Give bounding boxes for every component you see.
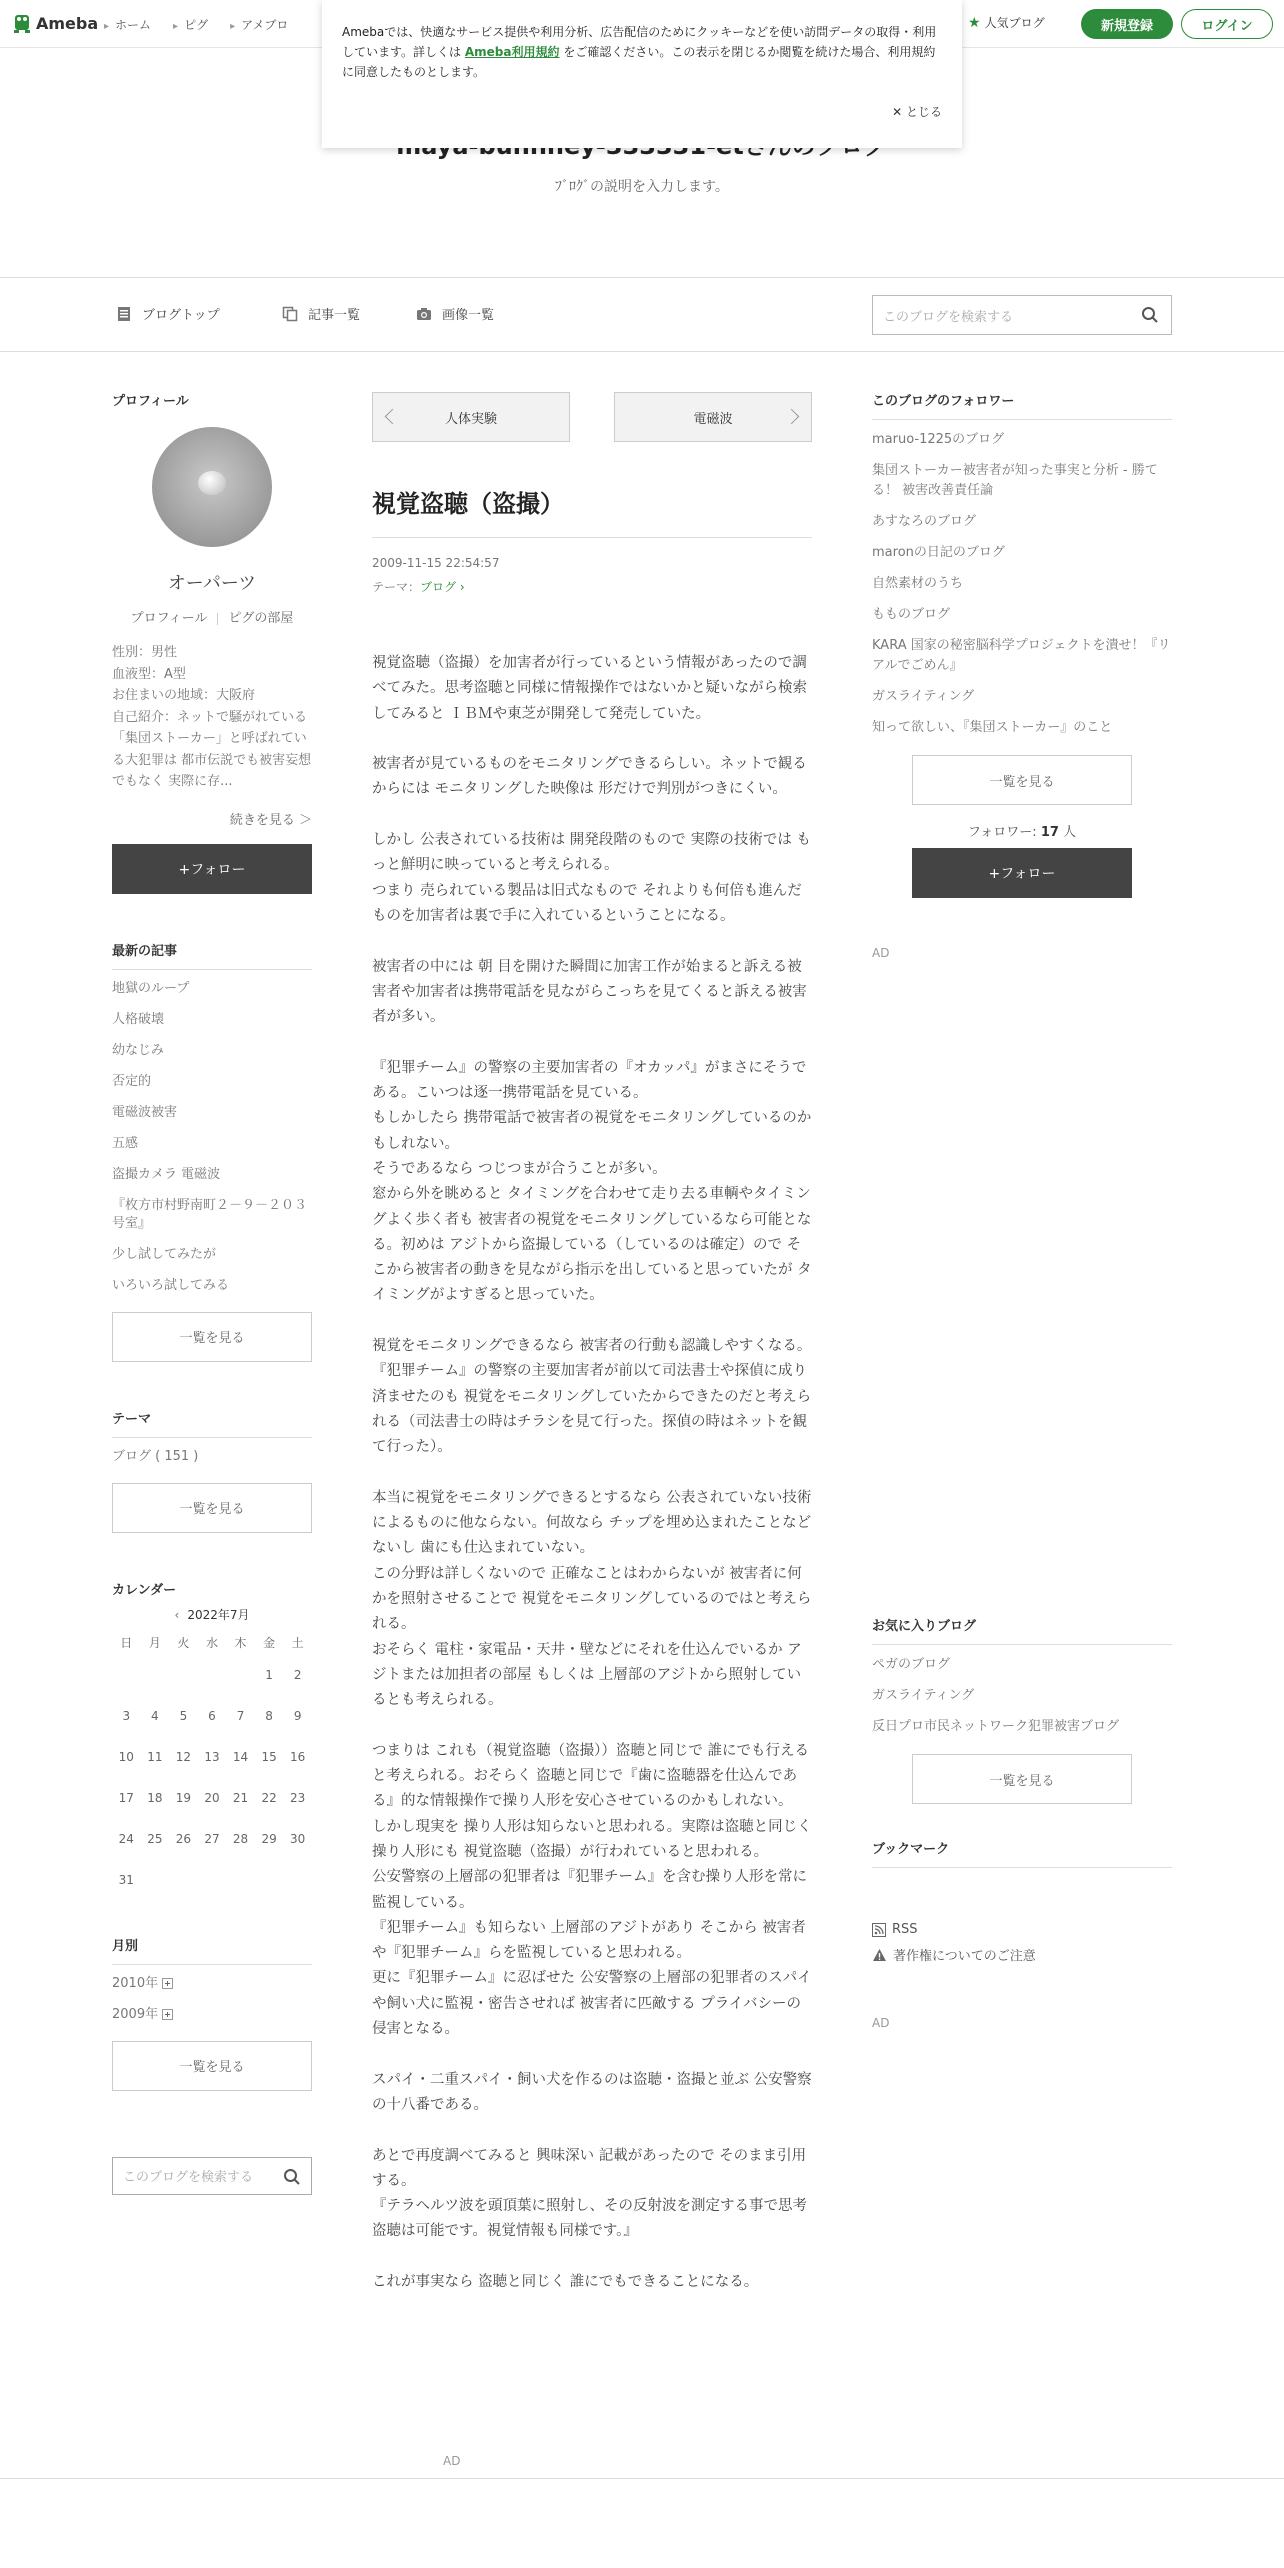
paragraph-line: 被害者の中には 朝 目を開けた瞬間に加害工作が始まると訴える被害者や加害者は携帯電話を見ながらこっちを見てくると訴える被害者が多い。 bbox=[372, 958, 807, 1026]
paragraph-line: 『犯罪チーム』の警察の主要加害者の『オカッパ』がまさにそうである。こいつは逐一携帯電話を見ている。 bbox=[372, 1059, 807, 1102]
terms-link[interactable]: Ameba利用規約 bbox=[464, 45, 560, 59]
ameba-logo[interactable] bbox=[12, 12, 98, 34]
nav-image-list-label: 画像一覧 bbox=[442, 308, 495, 323]
recent-entry[interactable]: 地獄のループ bbox=[112, 980, 190, 996]
followers-list bbox=[872, 424, 1172, 743]
calendar-day bbox=[226, 1655, 255, 1696]
calendar-dow: 日 bbox=[120, 1636, 133, 1650]
calendar-day bbox=[226, 1860, 255, 1901]
calendar-dow: 金 bbox=[263, 1636, 276, 1650]
calendar-day bbox=[198, 1860, 227, 1901]
calendar-week bbox=[112, 1860, 312, 1901]
calendar-dow: 水 bbox=[205, 1636, 218, 1650]
nav-home[interactable]: ▸ ホーム bbox=[104, 16, 151, 33]
article-paragraph bbox=[372, 2068, 812, 2119]
archive-item[interactable] bbox=[112, 1969, 312, 2000]
paragraph-line: あとで再度調べてみると 興味深い 記載があったので そのまま引用する。 bbox=[372, 2147, 807, 2189]
paragraph-line: スパイ・二重スパイ・飼い犬を作るのは盗聴・盗撮と並ぶ 公安警察の十八番である。 bbox=[372, 2071, 812, 2113]
paragraph-line: 更に『犯罪チーム』に忍ばせた 公安警察の上層部の犯罪者のスパイや飼い犬に監視・密告させれば 被害者に匹敵する プライバシーの侵害となる。 bbox=[372, 1970, 812, 2038]
calendar-day[interactable]: 23 bbox=[290, 1791, 306, 1805]
theme-list bbox=[112, 1442, 312, 1473]
calendar-day[interactable]: 10 bbox=[118, 1750, 134, 1764]
avatar[interactable] bbox=[152, 427, 272, 547]
theme-more-button[interactable]: 一覧を見る bbox=[112, 1483, 312, 1533]
recent-entry[interactable]: 五感 bbox=[112, 1135, 139, 1151]
followers-more-button[interactable]: 一覧を見る bbox=[912, 755, 1132, 805]
follower-count bbox=[872, 821, 1172, 840]
divider bbox=[217, 613, 218, 625]
profile-blood-type: 血液型：A型 bbox=[112, 666, 186, 682]
calendar-day bbox=[255, 1860, 284, 1901]
nav-entry-list[interactable] bbox=[282, 304, 360, 323]
theme-heading: テーマ bbox=[112, 1408, 312, 1438]
paragraph-line: 視覚をモニタリングできるなら 被害者の行動も認識しやすくなる。 bbox=[372, 1338, 812, 1355]
entry-pager bbox=[372, 392, 812, 442]
profile-intro: 自己紹介：ネットで騒がれている「集団ストーカー」と呼ばれている大犯罪は 都市伝説でも被害妄想でもなく 実際に存... bbox=[112, 709, 312, 789]
calendar-dow: 土 bbox=[291, 1636, 304, 1650]
article-paragraph bbox=[372, 1486, 812, 1714]
prev-entry-button[interactable]: 人体実験 bbox=[372, 392, 570, 442]
global-nav bbox=[104, 16, 288, 33]
recent-entry[interactable]: 電磁波被害 bbox=[112, 1104, 178, 1120]
paragraph-line: つまり 売られている製品は旧式なもので それよりも何倍も進んだものを加害者は裏で手に入れているということになる。 bbox=[372, 882, 802, 924]
recent-entry[interactable]: 幼なじみ bbox=[112, 1042, 165, 1058]
search-icon[interactable] bbox=[283, 2168, 301, 2186]
paragraph-line: これが事実なら 盗聴と同じく 誰にでもできることになる。 bbox=[372, 2274, 759, 2290]
calendar-dow: 木 bbox=[234, 1636, 247, 1650]
calendar-day bbox=[141, 1860, 170, 1901]
recent-entry[interactable]: 少し試してみたが bbox=[112, 1246, 217, 1262]
theme-label: テーマ： bbox=[372, 580, 421, 594]
article-paragraph bbox=[372, 1056, 812, 1309]
close-icon: ✕ bbox=[892, 105, 903, 119]
profile-link[interactable]: プロフィール bbox=[130, 611, 208, 626]
archive-more-button[interactable]: 一覧を見る bbox=[112, 2041, 312, 2091]
signup-button[interactable]: 新規登録 bbox=[1081, 9, 1173, 39]
favorite-blog[interactable]: 反日プロ市民ネットワーク犯罪被害ブログ bbox=[872, 1719, 1120, 1734]
calendar-day[interactable]: 28 bbox=[232, 1832, 249, 1846]
paragraph-line: もしかしたら 携帯電話で被害者の視覚をモニタリングしているのかもしれない。 bbox=[372, 1110, 812, 1152]
left-sidebar bbox=[112, 390, 312, 2195]
follower-blog[interactable]: あすなろのブログ bbox=[872, 514, 977, 529]
favorites-heading: お気に入りブログ bbox=[872, 1615, 1172, 1645]
paragraph-line: 視覚盗聴（盗撮）を加害者が行っているという情報があったので調べてみた。思考盗聴と同様に情報操作ではないかと疑いながら検索してみると ＩＢＭや東芝が開発して発売していた。 bbox=[372, 655, 807, 722]
ad-label: AD bbox=[872, 946, 890, 960]
article-paragraph bbox=[372, 2144, 812, 2245]
calendar-day[interactable]: 21 bbox=[232, 1791, 249, 1805]
follower-count-value: 17 bbox=[1040, 825, 1059, 840]
nav-entry-list-label: 記事一覧 bbox=[308, 308, 361, 323]
right-sidebar bbox=[872, 390, 1172, 2030]
login-button[interactable]: ログイン bbox=[1181, 9, 1273, 39]
profile-more-link[interactable]: 続きを見る ＞ bbox=[229, 812, 312, 828]
cookie-close-label: とじる bbox=[905, 105, 942, 119]
theme-link[interactable]: ブログ bbox=[420, 580, 457, 594]
calendar-month bbox=[112, 1606, 312, 1623]
recent-entries-list bbox=[112, 974, 312, 1302]
recent-entry[interactable]: 盗撮カメラ 電磁波 bbox=[112, 1166, 221, 1182]
calendar-day[interactable]: 17 bbox=[118, 1791, 134, 1805]
recent-entry[interactable]: 人格破壊 bbox=[112, 1011, 165, 1027]
sidebar-search-placeholder: このブログを検索する bbox=[123, 2170, 254, 2185]
archive-list bbox=[112, 1969, 312, 2031]
calendar-day[interactable]: 12 bbox=[175, 1750, 192, 1764]
follow-button[interactable]: +フォロー bbox=[112, 844, 312, 894]
profile-heading: プロフィール bbox=[112, 394, 189, 409]
calendar-month-label: 2022年7月 bbox=[187, 1607, 250, 1622]
article-theme bbox=[372, 578, 812, 595]
calendar-day[interactable]: 5 bbox=[179, 1709, 188, 1723]
footer-divider bbox=[0, 2478, 1284, 2479]
recent-more-button[interactable]: 一覧を見る bbox=[112, 1312, 312, 1362]
calendar-heading: カレンダー bbox=[112, 1582, 177, 1598]
calendar-day[interactable]: 14 bbox=[232, 1750, 249, 1764]
calendar-day[interactable]: 20 bbox=[204, 1791, 220, 1805]
camera-icon bbox=[416, 306, 432, 322]
archive-year: 2010年 bbox=[112, 1975, 159, 1991]
follow-button[interactable]: +フォロー bbox=[912, 848, 1132, 898]
warning-icon bbox=[872, 1948, 887, 1962]
search-icon[interactable] bbox=[1141, 306, 1159, 324]
calendar-day bbox=[198, 1655, 227, 1696]
calendar-day bbox=[141, 1655, 170, 1696]
profile-info bbox=[112, 642, 312, 793]
paragraph-line: つまりは これも（視覚盗聴（盗撮））盗聴と同じで 誰にでも行えると考えられる。おそらく 盗聴と同じで『歯に盗聴器を仕込んである』的な情報操作で操り人形を安心させているのかもしれない。 bbox=[372, 1742, 809, 1810]
profile-location: お住まいの地域：大阪府 bbox=[112, 688, 256, 703]
bookmark-heading: ブックマーク bbox=[872, 1838, 1172, 1868]
expand-icon[interactable] bbox=[162, 1978, 173, 1989]
calendar-day[interactable]: 9 bbox=[293, 1709, 302, 1723]
article-paragraph bbox=[372, 2270, 812, 2295]
calendar-table bbox=[112, 1631, 312, 1901]
paragraph-line: 『テラヘルツ波を頭頂葉に照射し、その反射波を測定する事で思考盗聴は可能です。視覚情報も同様です。』 bbox=[372, 2198, 807, 2240]
calendar-week bbox=[112, 1778, 312, 1819]
follower-blog[interactable]: もものブログ bbox=[872, 607, 951, 622]
calendar-dow: 月 bbox=[148, 1636, 161, 1650]
calendar-day[interactable]: 30 bbox=[290, 1832, 306, 1846]
chevron-left-icon[interactable]: ‹ bbox=[174, 1607, 180, 1622]
paragraph-line: 公安警察の上層部の犯罪者は『犯罪チーム』を含む操り人形を常に監視している。 bbox=[372, 1869, 807, 1911]
article-paragraph bbox=[372, 1739, 812, 2043]
calendar-day[interactable]: 7 bbox=[236, 1709, 245, 1723]
article-paragraph bbox=[372, 828, 812, 929]
nav-ameblo[interactable]: ▸ アメブロ bbox=[230, 16, 288, 33]
favorite-blog[interactable]: ペガのブログ bbox=[872, 1657, 951, 1672]
recent-entry[interactable]: いろいろ試してみる bbox=[112, 1277, 230, 1293]
cookie-close-button[interactable] bbox=[892, 102, 942, 122]
article-date: 2009-11-15 22:54:57 bbox=[372, 556, 500, 570]
followers-heading: このブログのフォロワー bbox=[872, 390, 1172, 420]
calendar-day[interactable]: 2 bbox=[293, 1668, 302, 1682]
paragraph-line: おそらく 電柱・家電品・天井・壁などにそれを仕込んでいるか アジトまたは加担者の部屋 もしくは 上層部のアジトから照射しているとも考えられる。 bbox=[372, 1641, 802, 1709]
paragraph-line: 窓から外を眺めると タイミングを合わせて走り去る車輌やタイミングよく歩く者も 被害者の視覚をモニタリングしているなら可能となる。初めは アジトから盗撮している（しているのは確定）ので そこから被害者の動きを見ながら指示を出していると思っていたが タイミングがよすぎると思っていた。 bbox=[372, 1186, 812, 1304]
calendar-day[interactable]: 22 bbox=[261, 1791, 277, 1805]
copy-icon bbox=[282, 306, 298, 322]
blog-search-placeholder: このブログを検索する bbox=[883, 309, 1014, 325]
paragraph-line: しかし 公表されている技術は 開発段階のもので 実際の技術では もっと鮮明に映っていると考えられる。 bbox=[372, 832, 811, 874]
rss-icon bbox=[872, 1923, 886, 1937]
follower-blog[interactable]: KARA 国家の秘密脳科学プロジェクトを潰せ！『リアルでごめん』 bbox=[872, 638, 1171, 673]
calendar-day[interactable]: 19 bbox=[175, 1791, 192, 1805]
calendar-week bbox=[112, 1819, 312, 1860]
cookie-text-pre: Amebaでは、快適なサービス提供や利用分析、広告配信のためにクッキーなどを使い訪問データの取得・利用しています。詳しくは bbox=[342, 25, 937, 59]
pigg-room-link[interactable]: ピグの部屋 bbox=[228, 611, 294, 626]
calendar-week bbox=[112, 1655, 312, 1696]
nav-blog-top[interactable] bbox=[116, 304, 220, 323]
archive-year: 2009年 bbox=[112, 2006, 159, 2022]
recent-entry[interactable]: 否定的 bbox=[112, 1073, 152, 1089]
calendar-day bbox=[169, 1655, 198, 1696]
blog-nav bbox=[0, 278, 1284, 352]
copyright-notice-link[interactable] bbox=[872, 1945, 1172, 1964]
favorite-blog[interactable]: ガスライティング bbox=[872, 1688, 975, 1703]
expand-icon[interactable] bbox=[162, 2009, 173, 2020]
archive-heading: 月別 bbox=[112, 1935, 312, 1965]
calendar-day[interactable]: 31 bbox=[118, 1873, 134, 1887]
nav-pigg[interactable]: ▸ ピグ bbox=[173, 16, 208, 33]
article-body bbox=[372, 651, 812, 2295]
follower-blog[interactable]: ガスライティング bbox=[872, 689, 975, 704]
paragraph-line: そうであるなら つじつまが合うことが多い。 bbox=[372, 1160, 667, 1177]
popular-blog-label: 人気ブログ bbox=[984, 16, 1045, 30]
calendar-day[interactable]: 18 bbox=[147, 1791, 163, 1805]
nav-image-list[interactable] bbox=[416, 304, 494, 323]
favorites-list bbox=[872, 1649, 1172, 1742]
calendar-day[interactable]: 15 bbox=[261, 1750, 277, 1764]
rss-label: RSS bbox=[892, 1922, 918, 1937]
ad-label: AD bbox=[443, 2454, 461, 2468]
paragraph-line: この分野は詳しくないので 正確なことはわからないが 被害者に何かを照射させることで 視覚をモニタリングしているのではと考えられる。 bbox=[372, 1565, 812, 1633]
profile-name[interactable]: オーパーツ bbox=[167, 573, 257, 594]
paragraph-line: 被害者が見ているものをモニタリングできるらしい。ネットで観るからには モニタリングした映像は 形だけで判別がつきにくい。 bbox=[372, 756, 807, 798]
calendar-day bbox=[112, 1655, 141, 1696]
archive-item[interactable] bbox=[112, 2000, 312, 2031]
rss-link[interactable] bbox=[872, 1922, 1172, 1937]
calendar-day[interactable]: 27 bbox=[204, 1832, 220, 1846]
cookie-text-post: をご確認ください。この表示を閉じるか閲覧を続けた場合、利用規約に同意したものとします。 bbox=[342, 45, 936, 79]
calendar-day[interactable]: 16 bbox=[290, 1750, 306, 1764]
calendar-day[interactable]: 8 bbox=[265, 1709, 273, 1723]
blog-search-input[interactable] bbox=[872, 295, 1172, 335]
recent-entry[interactable]: 『枚方市村野南町２－９－２０３号室』 bbox=[112, 1197, 308, 1231]
profile-links bbox=[112, 607, 312, 626]
profile-gender: 性別：男性 bbox=[112, 645, 178, 660]
paragraph-line: しかし現実を 操り人形は知らないと思われる。実際は盗聴と同じく 操り人形にも 視覚盗聴（盗撮）が行われていると思われる。 bbox=[372, 1818, 812, 1860]
document-icon bbox=[116, 306, 132, 322]
logo-text: Ameba bbox=[36, 13, 99, 33]
calendar-day bbox=[283, 1860, 312, 1901]
article-paragraph bbox=[372, 955, 812, 1031]
follower-blog[interactable]: maronの日記のブログ bbox=[872, 545, 1005, 560]
calendar-week bbox=[112, 1696, 312, 1737]
ad-label: AD bbox=[872, 2016, 890, 2030]
article-paragraph bbox=[372, 752, 812, 803]
calendar-day[interactable]: 4 bbox=[151, 1709, 159, 1723]
frog-logo-icon bbox=[12, 12, 32, 34]
calendar-day[interactable]: 25 bbox=[147, 1832, 163, 1846]
follower-blog[interactable]: maruo-1225のブログ bbox=[872, 432, 1005, 447]
recent-entries-heading: 最新の記事 bbox=[112, 940, 312, 970]
calendar-day[interactable]: 29 bbox=[261, 1832, 277, 1846]
cookie-banner bbox=[322, 0, 962, 148]
sidebar-search-input[interactable] bbox=[112, 2157, 312, 2195]
calendar-day bbox=[169, 1860, 198, 1901]
paragraph-line: 『犯罪チーム』も知らない 上層部のアジトがあり そこから 被害者や『犯罪チーム』らを監視していると思われる。 bbox=[372, 1919, 806, 1962]
calendar-day[interactable]: 3 bbox=[122, 1709, 131, 1723]
follower-count-label: フォロワー: bbox=[967, 825, 1037, 840]
calendar-day[interactable]: 1 bbox=[265, 1668, 273, 1682]
copyright-label: 著作権についてのご注意 bbox=[893, 1949, 1036, 1964]
crown-icon: ★ bbox=[968, 14, 981, 31]
popular-blog-link[interactable] bbox=[968, 14, 1045, 31]
calendar-day[interactable]: 24 bbox=[118, 1832, 134, 1846]
nav-blog-top-label: ブログトップ bbox=[142, 308, 220, 323]
favorites-more-button[interactable]: 一覧を見る bbox=[912, 1754, 1132, 1804]
calendar-dow: 火 bbox=[177, 1636, 190, 1650]
article-paragraph bbox=[372, 651, 812, 727]
calendar-day[interactable]: 26 bbox=[175, 1832, 192, 1846]
calendar-day[interactable]: 13 bbox=[204, 1750, 220, 1764]
calendar-day[interactable]: 6 bbox=[208, 1709, 216, 1723]
calendar-day[interactable]: 11 bbox=[147, 1750, 163, 1764]
follower-blog[interactable]: 知って欲しい、『集団ストーカー』のこと bbox=[872, 720, 1113, 735]
calendar-week bbox=[112, 1737, 312, 1778]
follower-count-unit: 人 bbox=[1063, 825, 1077, 840]
blog-description: ﾌﾞﾛｸﾞの説明を入力します。 bbox=[555, 179, 729, 195]
article-title[interactable]: 視覚盗聴（盗撮） bbox=[372, 484, 812, 538]
chevron-right-icon: › bbox=[456, 580, 465, 594]
article-paragraph bbox=[372, 1334, 812, 1460]
calendar-days bbox=[112, 1655, 312, 1901]
article bbox=[372, 392, 812, 2321]
next-entry-button[interactable]: 電磁波 bbox=[614, 392, 812, 442]
paragraph-line: 『犯罪チーム』の警察の主要加害者が前以て司法書士や探偵に成り済ませたのも 視覚をモニタリングしていたからできたのだと考えられる（司法書士の時はチラシを見て行った。探偵の時はネットを観て行った）。 bbox=[372, 1363, 812, 1456]
follower-blog[interactable]: 自然素材のうち bbox=[872, 576, 964, 591]
paragraph-line: 本当に視覚をモニタリングできるとするなら 公表されていない技術によるものに他ならない。何故なら チップを埋め込まれたことなどないし 歯にも仕込まれていない。 bbox=[372, 1489, 812, 1557]
theme-item[interactable]: ブログ ( 151 ) bbox=[112, 1448, 199, 1464]
follower-blog[interactable]: 集団ストーカー被害者が知った事実と分析 - 勝てる！ 被害改善責任論 bbox=[872, 463, 1158, 498]
